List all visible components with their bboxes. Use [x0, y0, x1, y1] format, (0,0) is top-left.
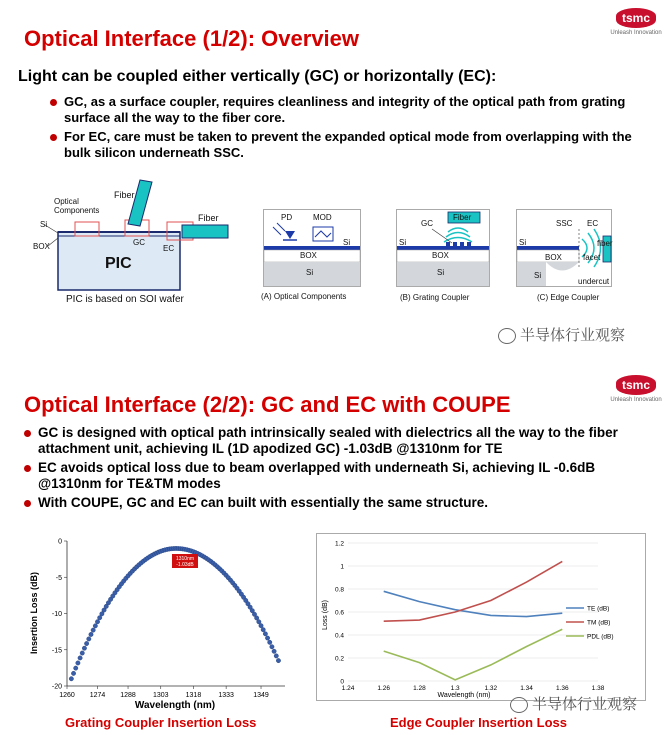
gc-x-tick-label: 1288	[120, 692, 136, 699]
pic-optical-components-label: Optical Components	[54, 197, 100, 215]
tsmc-logo	[596, 375, 667, 403]
ec-y-tick-label: 0.4	[334, 632, 344, 640]
gc-data-point	[93, 624, 97, 628]
logo-tagline: Unleash Innovation	[610, 397, 662, 403]
slide-gc-ec-coupe	[0, 365, 667, 735]
ec-x-tick-label: 1.32	[484, 685, 498, 692]
pic-fiber-right-label: Fiber	[198, 213, 219, 223]
bullet-item: For EC, care must be taken to prevent the expanded optical mode from overlapping with the bulk silicon underneath SSC.	[50, 129, 650, 161]
gc-y-tick-label: -10	[51, 611, 62, 618]
gc-data-point	[87, 637, 91, 641]
si-waveguide	[397, 246, 489, 250]
gc-data-point	[268, 640, 272, 644]
panel-c-box-label: BOX	[545, 253, 562, 262]
ec-x-tick-label: 1.28	[413, 685, 426, 692]
gc-data-point	[265, 636, 269, 640]
bullet-item: With COUPE, GC and EC can built with essentially the same structure.	[24, 495, 644, 511]
gc-x-tick-label: 1303	[152, 692, 169, 699]
ec-legend-label: TE (dB)	[587, 605, 610, 613]
panel-c-caption: (C) Edge Coupler	[537, 293, 600, 302]
bullet-item: GC is designed with optical path intrinsically sealed with dielectrics all the way to the fiber attachment unit, achieving IL (1D apodized GC) -1.03dB @1310nm for TE	[24, 425, 644, 457]
ec-x-tick-label: 1.24	[341, 685, 355, 692]
slide1-subhead: Light can be coupled either vertically (GC) or horizontally (EC):	[18, 68, 497, 85]
tsmc-logo	[596, 8, 667, 36]
panel-c-si-label: Si	[534, 271, 542, 280]
panel-a-si-top-label: Si	[343, 238, 351, 247]
gc-data-point	[95, 620, 99, 624]
ec-legend-label: PDL (dB)	[587, 633, 614, 641]
slide-overview	[0, 0, 667, 365]
slide2-title: Optical Interface (2/2): GC and EC with COUPE	[24, 392, 511, 417]
panel-c-si-top-label: Si	[519, 238, 527, 247]
watermark-text: 半导体行业观察	[520, 327, 626, 344]
panel-a-caption: (A) Optical Components	[261, 292, 347, 301]
gc-x-tick-label: 1318	[185, 692, 202, 699]
gc-data-point	[270, 645, 274, 649]
gc-data-point	[276, 658, 280, 662]
slide1-bullets	[50, 94, 650, 164]
wechat-icon	[510, 697, 528, 713]
ec-y-tick-label: 1	[340, 563, 344, 571]
slide1-title: Optical Interface (1/2): Overview	[24, 26, 360, 51]
gc-data-point	[257, 620, 261, 624]
logo-mark: tsmc	[616, 8, 656, 28]
panel-b-box-label: BOX	[432, 251, 449, 260]
bullet-item: GC, as a surface coupler, requires cleanliness and integrity of the optical path from grating surface all the way to the fiber core.	[50, 94, 650, 126]
gc-x-tick-label: 1260	[59, 692, 75, 699]
gc-data-point	[80, 651, 84, 655]
pic-ec-label: EC	[163, 244, 175, 253]
fiber-right	[182, 225, 228, 238]
ec-y-tick-label: 0.6	[334, 609, 344, 617]
ec-legend-label: TM (dB)	[587, 619, 611, 627]
gc-data-point	[89, 632, 93, 636]
slide2-bullets	[24, 425, 644, 514]
ec-x-axis-label: Wavelength (nm)	[437, 692, 491, 699]
pic-label: PIC	[105, 255, 132, 272]
ec-x-tick-label: 1.34	[520, 685, 533, 692]
peak-annotation-line1: 1310nm	[175, 556, 195, 562]
logo-tagline: Unleash Innovation	[610, 30, 662, 36]
ec-x-tick-label: 1.36	[555, 685, 569, 692]
gc-data-point	[91, 628, 95, 632]
gc-data-point	[78, 656, 82, 660]
ec-chart-caption: Edge Coupler Insertion Loss	[390, 715, 567, 730]
gc-y-tick-label: -5	[55, 574, 62, 582]
panel-c-facet-label: facet	[583, 253, 601, 262]
panel-c-undercut-label: undercut	[578, 277, 610, 286]
panel-b-fiber-label: Fiber	[453, 213, 472, 222]
gc-chart-caption: Grating Coupler Insertion Loss	[65, 715, 257, 730]
gc-data-point	[259, 623, 263, 627]
gc-data-point	[82, 646, 86, 650]
panel-a-box-label: BOX	[300, 251, 317, 260]
gc-data-point	[76, 661, 80, 665]
gc-x-tick-label: 1349	[253, 692, 269, 699]
pic-fiber-top-label: Fiber	[114, 190, 135, 200]
gc-data-point	[84, 641, 88, 645]
gc-data-point	[274, 654, 278, 658]
ec-x-tick-label: 1.38	[591, 685, 605, 692]
panel-a-si-label: Si	[306, 268, 314, 277]
panel-c-fiber-label: fiber	[597, 239, 613, 248]
ec-x-tick-label: 1.26	[377, 685, 391, 692]
ec-y-tick-label: 0.2	[334, 655, 344, 663]
logo-mark: tsmc	[616, 375, 656, 395]
panel-c-ec-label: EC	[587, 219, 599, 228]
wechat-icon	[498, 328, 516, 344]
gc-y-tick-label: -15	[51, 647, 62, 655]
ec-y-tick-label: 0.8	[334, 586, 344, 594]
gc-data-point	[263, 632, 267, 636]
pic-box-label: BOX	[33, 242, 50, 251]
bullet-item: EC avoids optical loss due to beam overlapped with underneath Si, achieving IL -0.6dB @1310nm for TE&TM modes	[24, 460, 644, 492]
watermark-text: 半导体行业观察	[532, 696, 638, 713]
panel-a-pd-label: PD	[281, 213, 293, 222]
panel-b-caption: (B) Grating Coupler	[400, 293, 470, 302]
panel-c-ssc-label: SSC	[556, 219, 573, 228]
si-waveguide	[517, 246, 579, 250]
gc-x-tick-label: 1333	[218, 692, 234, 699]
gc-y-axis-label: Insertion Loss (dB)	[29, 571, 39, 655]
gc-data-point	[69, 677, 73, 681]
gc-data-point	[272, 649, 276, 653]
ec-insertion-loss-chart	[316, 533, 646, 701]
panel-b-si-top-label: Si	[399, 238, 407, 247]
ec-x-tick-label: 1.3	[450, 685, 460, 692]
gc-data-point	[261, 628, 265, 632]
gc-data-point	[71, 671, 75, 675]
ec-y-axis-label: Loss (dB)	[322, 600, 329, 630]
gc-x-axis-label: Wavelength (nm)	[134, 700, 216, 711]
panel-b-gc-label: GC	[421, 219, 433, 228]
panel-a-mod-label: MOD	[313, 213, 332, 222]
watermark	[510, 693, 637, 714]
gc-insertion-loss-chart	[25, 531, 293, 719]
pic-si-label: Si	[40, 220, 48, 229]
peak-annotation-line2: -1.03dB	[176, 562, 194, 568]
watermark	[498, 324, 625, 345]
panel-b-si-label: Si	[437, 268, 445, 277]
gc-y-tick-label: 0	[58, 538, 62, 546]
fiber-top	[128, 180, 152, 226]
pic-gc-label: GC	[133, 238, 145, 247]
ec-y-tick-label: 1.2	[334, 540, 344, 548]
gc-data-point	[98, 616, 102, 620]
gc-x-tick-label: 1274	[89, 692, 106, 699]
gc-data-point	[74, 666, 78, 670]
pic-caption: PIC is based on SOI wafer	[66, 294, 184, 305]
ec-y-tick-label: 0	[340, 678, 344, 686]
gc-y-tick-label: -20	[51, 683, 62, 691]
